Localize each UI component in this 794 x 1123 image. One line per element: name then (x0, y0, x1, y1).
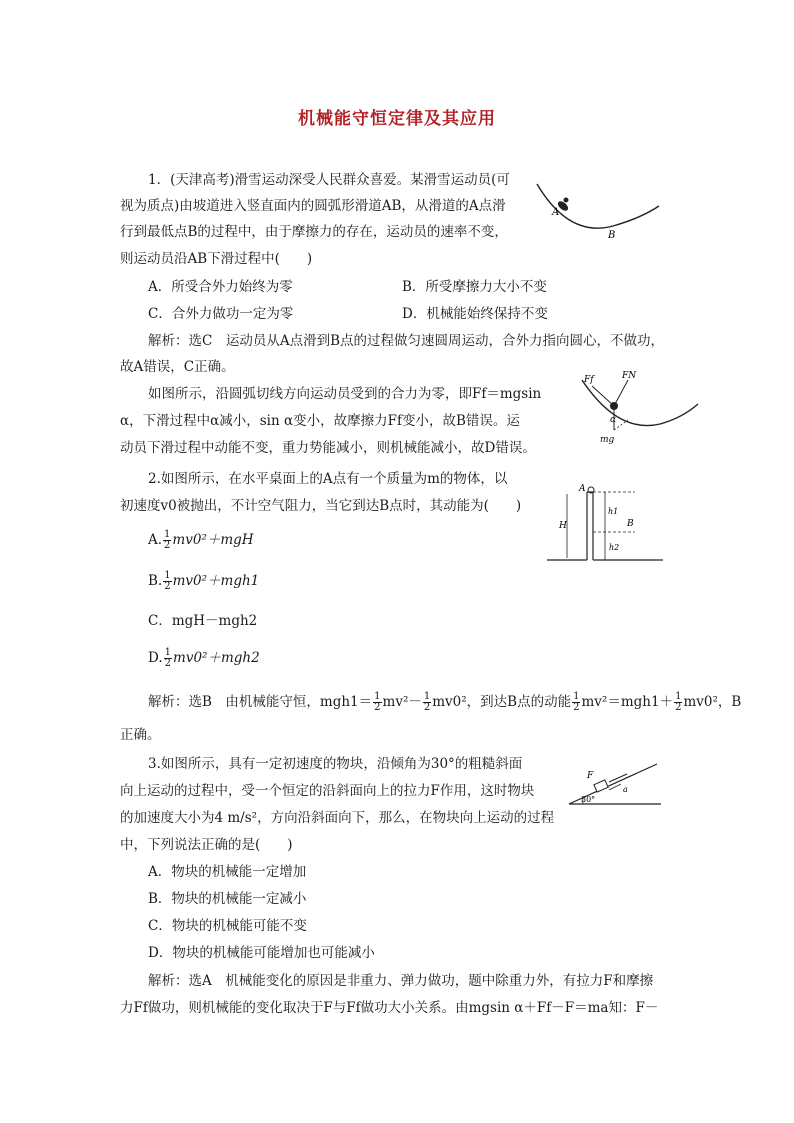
q1-stem-line2: 视为质点)由坡道进入竖直面内的圆弧形滑道AB，从滑道的A点滑 (120, 198, 506, 214)
fig2-label-alpha: α (610, 415, 617, 425)
q3-option-d: D．物块的机械能可能增加也可能减小 (148, 945, 375, 961)
q1-explanation-line4: α，下滑过程中α减小，sin α变小，故摩擦力Ff变小，故B错误。运 (120, 413, 520, 429)
q2-option-b-formula: mv0²＋mgh1 (172, 573, 260, 589)
q3-explanation-line1: 解析：选A 机械能变化的原因是非重力、弹力做功，题中除重力外，有拉力F和摩擦 (148, 973, 654, 989)
q2-option-a (148, 530, 254, 551)
skier-head-icon (564, 198, 569, 203)
fig4-label-f: F (587, 771, 594, 781)
q2-option-b-prefix: B. (148, 573, 163, 589)
q2-option-d-formula: mv0²＋mgh2 (173, 650, 260, 666)
q1-option-d: D．机械能始终保持不变 (402, 306, 548, 322)
fig3-label-b: B (627, 519, 634, 529)
q2-cliff-figure (545, 484, 665, 566)
q2-stem-line1: 2.如图所示，在水平桌面上的A点有一个质量为m的物体，以 (148, 471, 508, 487)
fig4-label-angle: 30° (581, 795, 596, 804)
q1-option-b: B．所受摩擦力大小不变 (402, 279, 547, 295)
q2-explanation-line1: 解析：选B 由机械能守恒，mgh1＝ $\frac{1}{2}$ mv²－ $\frac{1}{2}$ mv0²，到达B点的动能 $\frac{1}{2}$ mv²＝mgh1＋ $\frac{1}{2}$ mv0²，B (148, 691, 742, 713)
f-arrow (609, 774, 627, 782)
q1-explanation-line1: 解析：选C 运动员从A点滑到B点的过程做匀速圆周运动，合外力指向圆心，不做功， (148, 333, 664, 349)
q1-stem-line4: 则运动员沿AB下滑过程中( ) (120, 251, 313, 267)
q3-option-a: A．物块的机械能一定增加 (148, 864, 307, 880)
q1-option-a: A．所受合外力始终为零 (148, 279, 293, 295)
q1-stem-line3: 行到最低点B的过程中，由于摩擦力的存在，运动员的速率不变， (120, 224, 508, 240)
fn-arrow (614, 380, 628, 406)
page-title: 机械能守恒定律及其应用 (298, 109, 496, 129)
ff-arrow (592, 386, 614, 406)
q3-stem-line3: 的加速度大小为4 m/s²，方向沿斜面向下，那么，在物块向上运动的过程 (120, 810, 555, 826)
fig2-label-mg: mg (600, 435, 615, 445)
fig4-label-a: a (623, 785, 628, 794)
q2-option-b (148, 571, 259, 592)
q2-option-a-formula: mv0²＋mgH (172, 532, 254, 548)
fig3-label-h1: h1 (608, 507, 619, 516)
q2-option-c: C．mgH－mgh2 (148, 613, 258, 629)
fig3-label-h: H (559, 521, 567, 531)
fig2-label-ff: Ff (584, 375, 594, 385)
q1-stem-line1: 1．(天津高考)滑雪运动深受人民群众喜爱。某滑雪运动员(可 (148, 172, 510, 188)
q2-option-d (148, 648, 260, 669)
q2-stem-line2: 初速度v0被抛出，不计空气阻力，当它到达B点时，其动能为( ) (120, 498, 522, 514)
fig3-label-h2: h2 (609, 543, 620, 552)
q1-explanation-line2: 故A错误，C正确。 (120, 359, 235, 375)
q1-option-c: C．合外力做功一定为零 (148, 306, 294, 322)
fig2-label-fn: FN (622, 371, 637, 381)
q1-force-figure (578, 368, 700, 450)
q2-explanation-line2: 正确。 (120, 727, 161, 743)
q3-stem-line1: 3.如图所示，具有一定初速度的物块，沿倾角为30°的粗糙斜面 (148, 756, 523, 772)
half-fraction: $\frac{1}{2}$ (164, 647, 172, 669)
half-fraction: $\frac{1}{2}$ (164, 570, 171, 592)
q3-option-c: C．物块的机械能可能不变 (148, 918, 307, 934)
q1-track-figure (533, 178, 663, 240)
q3-stem-line2: 向上运动的过程中，受一个恒定的沿斜面向上的拉力F作用，这时物块 (120, 783, 535, 799)
fig3-label-a: A (579, 484, 586, 494)
q3-stem-line4: 中，下列说法正确的是( ) (120, 837, 293, 853)
half-fraction: $\frac{1}{2}$ (164, 529, 171, 551)
block-icon (594, 780, 608, 792)
q1-explanation-line5: 动员下滑过程中动能不变，重力势能减小，则机械能减小，故D错误。 (120, 440, 536, 456)
fig1-label-a: A (552, 207, 560, 218)
fig1-label-b: B (608, 230, 616, 240)
arc-track-2 (582, 380, 698, 426)
q3-explanation-line2: 力Ff做功，则机械能的变化取决于F与Ff做功大小关系。由mgsin α＋Ff－F＝ma知：F－ (120, 1000, 659, 1016)
q2-option-a-prefix: A. (148, 532, 163, 548)
q3-option-b: B．物块的机械能一定减小 (148, 891, 307, 907)
q2-option-d-prefix: D. (148, 650, 163, 666)
q1-explanation-line3: 如图所示，沿圆弧切线方向运动员受到的合力为零，即Ff＝mgsin (148, 386, 542, 402)
q3-incline-figure (565, 760, 665, 810)
